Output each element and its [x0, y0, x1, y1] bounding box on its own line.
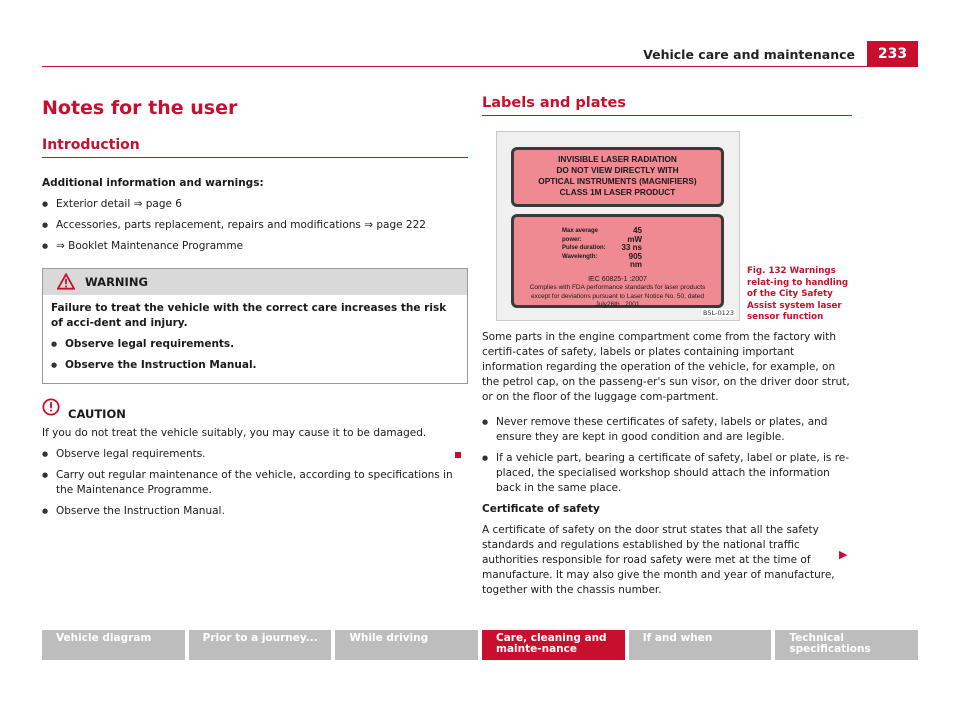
spec-value: 905 nm	[628, 251, 642, 269]
warning-triangle-icon	[57, 273, 75, 290]
page-title: Notes for the user	[42, 97, 238, 119]
continue-arrow-icon: ▶	[839, 548, 848, 561]
end-of-section-marker	[455, 452, 461, 458]
warning-box	[42, 268, 468, 384]
list-item[interactable]: ● Exterior detail ⇒ page 6	[42, 197, 468, 212]
list-item: ● Carry out regular maintenance of the vehicle, according to specifications in the Maintenance Programme.	[42, 468, 468, 498]
plate-line: CLASS 1M LASER PRODUCT	[559, 187, 676, 197]
nav-tab-while-driving[interactable]: While driving	[335, 630, 478, 660]
caution-list	[42, 447, 468, 519]
cert-heading: Certificate of safety	[482, 503, 600, 515]
section-heading-introduction: Introduction	[42, 138, 468, 158]
running-title: Vehicle care and maintenance	[643, 47, 855, 62]
spec-label: Wavelength:	[562, 253, 598, 260]
laser-warning-plate	[511, 147, 724, 207]
caution-header	[42, 398, 468, 422]
warning-header	[43, 269, 467, 295]
list-item[interactable]: ● Accessories, parts replacement, repairs and modifications ⇒ page 222	[42, 218, 468, 233]
spec-value: 33 ns	[621, 243, 642, 252]
plate-line: OPTICAL INSTRUMENTS (MAGNIFIERS)	[538, 176, 697, 186]
nav-tab-prior-to-journey[interactable]: Prior to a journey...	[189, 630, 332, 660]
spec-label: Pulse duration:	[562, 245, 606, 251]
figure-caption: Fig. 132 Warnings relat-ing to handling of the City Safety Assist system laser sensor function	[747, 266, 849, 322]
standard-line: IEC 60825-1 :2007	[588, 275, 647, 283]
laser-warning-figure	[496, 131, 740, 321]
warning-list	[51, 337, 459, 373]
plate-line: DO NOT VIEW DIRECTLY WITH	[556, 165, 679, 175]
labels-list	[482, 415, 852, 496]
list-item[interactable]: ● ⇒ Booklet Maintenance Programme	[42, 239, 468, 254]
fda-line: July26th , 2001	[595, 301, 640, 308]
info-list	[42, 197, 468, 254]
right-body	[482, 330, 852, 604]
warning-text: Failure to treat the vehicle with the correct care increases the risk of acci-dent and injury.	[51, 302, 447, 329]
list-item: ● Never remove these certificates of safety, labels or plates, and ensure they are kept in good condition and are legible.	[482, 415, 852, 445]
spec-row	[514, 244, 721, 253]
caution-title: CAUTION	[68, 407, 126, 421]
page-number: 233	[867, 41, 918, 67]
info-heading: Additional information and warnings:	[42, 177, 264, 189]
spec-label: Max average power:	[562, 228, 599, 243]
list-item: ● Observe the Instruction Manual.	[51, 358, 459, 373]
caution-text: If you do not treat the vehicle suitably, you may cause it to be damaged.	[42, 427, 427, 439]
fda-line: except for deviations pursuant to Laser Notice No. 50, dated	[530, 292, 705, 300]
spec-row	[514, 253, 721, 270]
spec-row	[514, 227, 721, 244]
list-item: ● Observe legal requirements.	[42, 447, 468, 462]
plate-line: INVISIBLE LASER RADIATION	[558, 154, 677, 164]
fda-line: Complies with FDA performance standards for laser products	[529, 284, 706, 291]
caution-exclamation-icon	[42, 398, 60, 416]
cert-paragraph: A certificate of safety on the door strut states that all the safety standards and regulations established by the national traffic authorities responsible for road safety were met at the time of manufacture. It may also give the month and year of manufacture, together with the chassis number.	[482, 524, 835, 596]
header-rule	[42, 66, 918, 67]
chapter-nav	[42, 630, 918, 660]
nav-tab-care-cleaning[interactable]: Care, cleaning and mainte-nance	[482, 630, 625, 660]
list-item: ● If a vehicle part, bearing a certificate of safety, label or plate, is re-placed, the specialised workshop should attach the information back in the same place.	[482, 451, 852, 496]
nav-tab-technical-specifications[interactable]: Technical specifications	[775, 630, 918, 660]
right-column-heading	[482, 96, 852, 134]
figure-code: B5L-0123	[703, 309, 734, 317]
warning-title: WARNING	[85, 274, 148, 289]
nav-tab-vehicle-diagram[interactable]: Vehicle diagram	[42, 630, 185, 660]
section-heading-labels-and-plates: Labels and plates	[482, 96, 852, 116]
laser-spec-plate	[511, 214, 724, 308]
list-item: ● Observe legal requirements.	[51, 337, 459, 352]
list-item: ● Observe the Instruction Manual.	[42, 504, 468, 519]
paragraph: Some parts in the engine compartment come from the factory with certifi-cates of safety, labels or plates containing important information regarding the operation of the vehicle, for example, on the petrol cap, on the passeng-er's sun visor, on the driver door strut, or on the floor of the luggage com-partment.	[482, 331, 850, 403]
warning-body	[43, 295, 467, 383]
spec-value: 45 mW	[627, 226, 642, 244]
left-column	[42, 96, 468, 525]
nav-tab-if-and-when[interactable]: If and when	[629, 630, 772, 660]
